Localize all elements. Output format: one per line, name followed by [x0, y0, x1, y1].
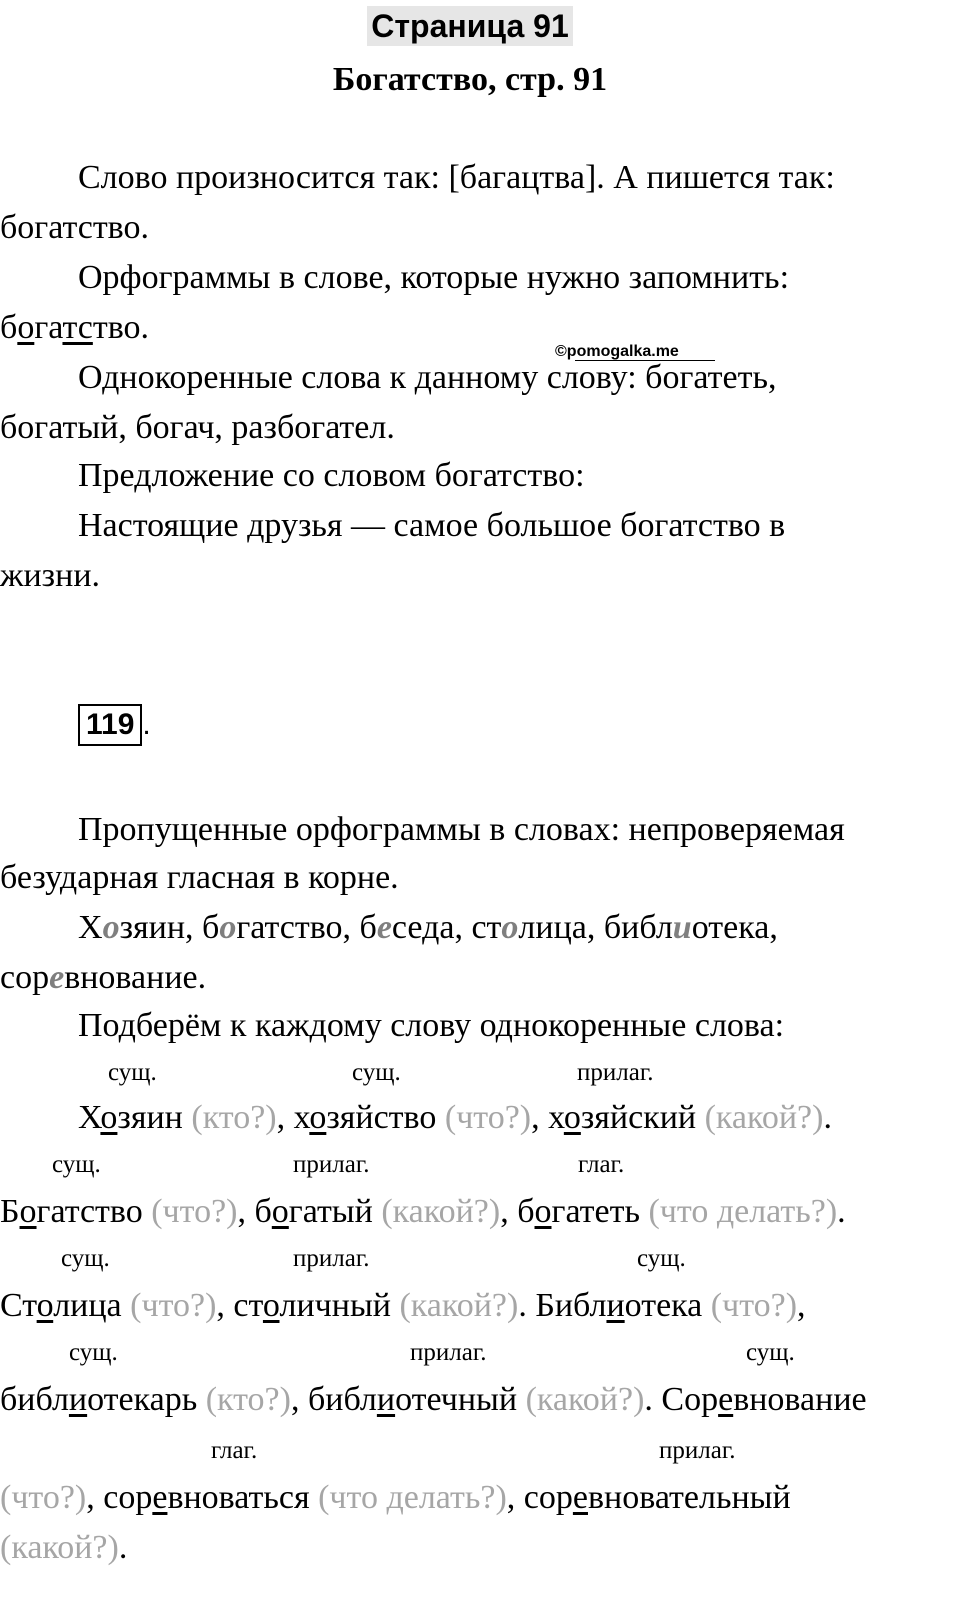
pos-label: сущ. [746, 1339, 795, 1366]
exercise-words-line-cont: соревнование. [0, 959, 207, 996]
exercise-pick-intro: Подберём к каждому слову однокоренные слова: [78, 1007, 785, 1044]
pos-label: сущ. [108, 1059, 157, 1086]
pos-label: глаг. [578, 1151, 625, 1178]
exercise-number: 119 . [78, 704, 151, 744]
paragraph-related-words-cont: богатый, богач, разбогател. [0, 409, 395, 446]
related-line-5: (что?), соревноваться (что делать?), соревновательный [0, 1479, 791, 1516]
pos-label: сущ. [52, 1151, 101, 1178]
paragraph-pronunciation-cont: богатство. [0, 209, 149, 246]
pos-label: сущ. [61, 1245, 110, 1272]
related-line-6: (какой?). [0, 1529, 128, 1566]
exercise-words-line: Хозяин, богатство, беседа, столица, библиотека, [78, 909, 778, 946]
pos-label: прилаг. [293, 1151, 370, 1178]
watermark: ©pomogalka.me [555, 343, 679, 360]
paragraph-sentence-cont: жизни. [0, 557, 101, 594]
paragraph-sentence-intro: Предложение со словом богатство: [78, 457, 585, 494]
related-line-4: библиотекарь (кто?), библиотечный (какой?). Соревнование [0, 1381, 867, 1418]
pos-label: прилаг. [293, 1245, 370, 1272]
paragraph-orthograms: Орфограммы в слове, которые нужно запомнить: [78, 259, 790, 296]
pos-label: сущ. [352, 1059, 401, 1086]
exercise-intro-cont: безударная гласная в корне. [0, 859, 399, 896]
pos-label: прилаг. [659, 1437, 736, 1464]
paragraph-pronunciation: Слово произносится так: [багацтва]. А пишется так: [78, 159, 835, 196]
related-line-3: Столица (что?), столичный (какой?). Библиотека (что?), [0, 1287, 806, 1324]
related-line-2: Богатство (что?), богатый (какой?), богатеть (что делать?). [0, 1193, 846, 1230]
pos-label: прилаг. [410, 1339, 487, 1366]
pos-label: прилаг. [577, 1059, 654, 1086]
paragraph-sentence: Настоящие друзья — самое большое богатство в [78, 507, 786, 544]
pos-label: глаг. [211, 1437, 258, 1464]
pos-label: сущ. [637, 1245, 686, 1272]
paragraph-orthograms-word: богатство. [0, 309, 150, 346]
exercise-intro: Пропущенные орфограммы в словах: непроверяемая [78, 811, 845, 848]
page-label: Страница 91 [0, 6, 940, 46]
related-line-1: Хозяин (кто?), хозяйство (что?), хозяйский (какой?). [78, 1099, 832, 1136]
section-title: Богатство, стр. 91 [332, 61, 608, 98]
paragraph-related-words: Однокоренные слова к данному слову: богатеть, [78, 359, 777, 396]
pos-label: сущ. [69, 1339, 118, 1366]
